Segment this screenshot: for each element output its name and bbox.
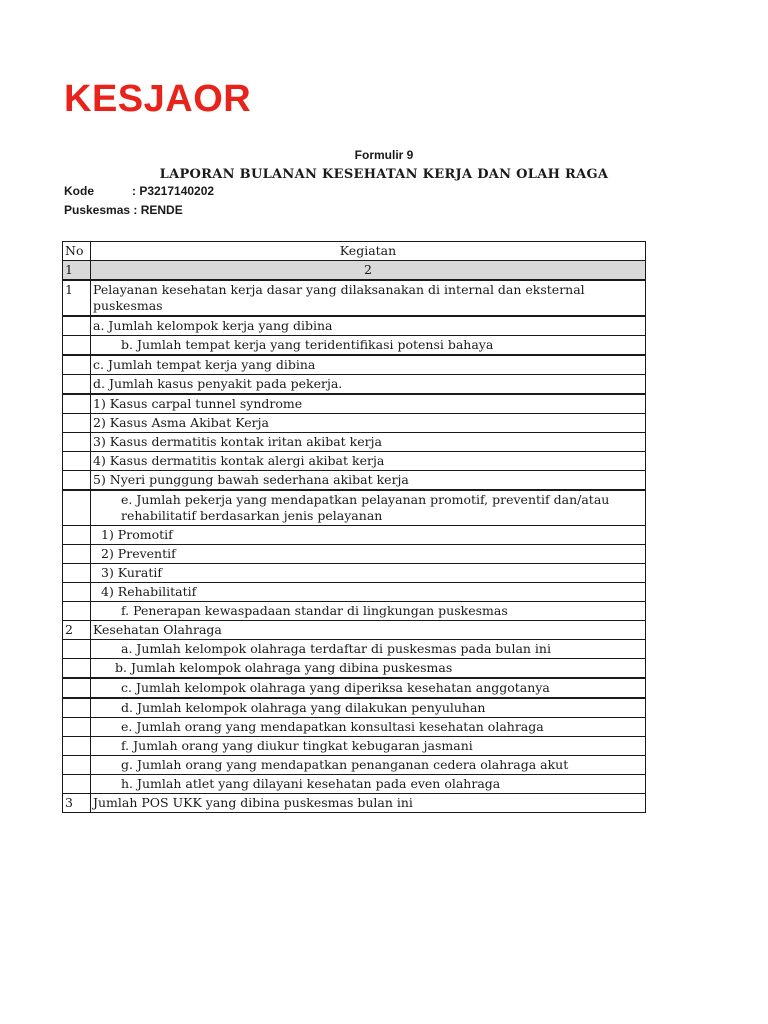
row-no <box>63 526 91 545</box>
row-no <box>63 433 91 452</box>
table-row <box>63 583 646 602</box>
table-row <box>63 640 646 659</box>
row-kegiatan: h. Jumlah atlet yang dilayani kesehatan pada even olahraga <box>91 775 646 794</box>
row-no <box>63 355 91 375</box>
table-row <box>63 471 646 491</box>
activity-table <box>62 241 646 813</box>
table-row <box>63 280 646 316</box>
row-no <box>63 414 91 433</box>
row-no <box>63 452 91 471</box>
row-kegiatan: 2) Kasus Asma Akibat Kerja <box>91 414 646 433</box>
row-no <box>63 316 91 336</box>
row-kegiatan: d. Jumlah kelompok olahraga yang dilakukan penyuluhan <box>91 698 646 718</box>
table-row <box>63 545 646 564</box>
table-row <box>63 452 646 471</box>
row-no <box>63 375 91 395</box>
row-kegiatan: f. Jumlah orang yang diukur tingkat kebugaran jasmani <box>91 737 646 756</box>
row-kegiatan: e. Jumlah pekerja yang mendapatkan pelayanan promotif, preventif dan/atau rehabilitatif berdasarkan jenis pelayanan <box>91 490 646 526</box>
row-kegiatan: 5) Nyeri punggung bawah sederhana akibat kerja <box>91 471 646 491</box>
row-kegiatan: b. Jumlah tempat kerja yang teridentifikasi potensi bahaya <box>91 336 646 356</box>
table-row <box>63 602 646 621</box>
form-number: Formulir 9 <box>354 148 414 162</box>
table-row <box>63 490 646 526</box>
kode-label: Kode <box>64 184 94 198</box>
row-no <box>63 718 91 737</box>
table-row <box>63 737 646 756</box>
row-no <box>63 394 91 414</box>
row-kegiatan: 3) Kasus dermatitis kontak iritan akibat kerja <box>91 433 646 452</box>
row-kegiatan: 1) Promotif <box>91 526 646 545</box>
row-kegiatan: Pelayanan kesehatan kerja dasar yang dilaksanakan di internal dan eksternal puskesmas <box>91 280 646 316</box>
row-kegiatan: f. Penerapan kewaspadaan standar di lingkungan puskesmas <box>91 602 646 621</box>
report-title: LAPORAN BULANAN KESEHATAN KERJA DAN OLAH RAGA <box>159 167 609 182</box>
column-number-no: 1 <box>63 261 91 281</box>
row-kegiatan: c. Jumlah tempat kerja yang dibina <box>91 355 646 375</box>
puskesmas-line: Puskesmas : RENDE <box>64 203 183 217</box>
row-kegiatan: Jumlah POS UKK yang dibina puskesmas bulan ini <box>91 794 646 813</box>
table-row <box>63 678 646 698</box>
header-kegiatan: Kegiatan <box>91 242 646 261</box>
table-row <box>63 718 646 737</box>
table-row <box>63 414 646 433</box>
row-no <box>63 659 91 679</box>
row-no <box>63 490 91 526</box>
table-row <box>63 394 646 414</box>
row-no <box>63 564 91 583</box>
row-kegiatan: a. Jumlah kelompok olahraga terdaftar di puskesmas pada bulan ini <box>91 640 646 659</box>
table-row <box>63 794 646 813</box>
row-kegiatan: g. Jumlah orang yang mendapatkan penanganan cedera olahraga akut <box>91 756 646 775</box>
row-no: 2 <box>63 621 91 640</box>
row-no <box>63 756 91 775</box>
row-kegiatan: 4) Kasus dermatitis kontak alergi akibat kerja <box>91 452 646 471</box>
table-row <box>63 375 646 395</box>
row-no: 1 <box>63 280 91 316</box>
row-no <box>63 602 91 621</box>
table-header-row <box>63 242 646 261</box>
row-kegiatan: 3) Kuratif <box>91 564 646 583</box>
table-row <box>63 564 646 583</box>
row-no <box>63 698 91 718</box>
row-no <box>63 640 91 659</box>
row-kegiatan: a. Jumlah kelompok kerja yang dibina <box>91 316 646 336</box>
row-kegiatan: 4) Rehabilitatif <box>91 583 646 602</box>
row-no <box>63 336 91 356</box>
table-row <box>63 775 646 794</box>
row-no <box>63 775 91 794</box>
brand-title: KESJAOR <box>64 78 252 120</box>
header-no: No <box>63 242 91 261</box>
row-kegiatan: d. Jumlah kasus penyakit pada pekerja. <box>91 375 646 395</box>
table-row <box>63 756 646 775</box>
row-kegiatan: c. Jumlah kelompok olahraga yang diperiksa kesehatan anggotanya <box>91 678 646 698</box>
row-no <box>63 471 91 491</box>
table-row <box>63 355 646 375</box>
column-number-row <box>63 261 646 281</box>
row-no <box>63 678 91 698</box>
row-kegiatan: 2) Preventif <box>91 545 646 564</box>
kode-value: : P3217140202 <box>132 184 215 198</box>
row-kegiatan: Kesehatan Olahraga <box>91 621 646 640</box>
row-no: 3 <box>63 794 91 813</box>
row-kegiatan: 1) Kasus carpal tunnel syndrome <box>91 394 646 414</box>
table-row <box>63 659 646 679</box>
table-row <box>63 433 646 452</box>
table-row <box>63 336 646 356</box>
table-row <box>63 526 646 545</box>
table-row <box>63 316 646 336</box>
kode-line <box>64 184 214 198</box>
table-row <box>63 698 646 718</box>
row-no <box>63 545 91 564</box>
table-row <box>63 621 646 640</box>
row-no <box>63 583 91 602</box>
column-number-kegiatan: 2 <box>91 261 646 281</box>
row-no <box>63 737 91 756</box>
row-kegiatan: b. Jumlah kelompok olahraga yang dibina puskesmas <box>91 659 646 679</box>
row-kegiatan: e. Jumlah orang yang mendapatkan konsultasi kesehatan olahraga <box>91 718 646 737</box>
